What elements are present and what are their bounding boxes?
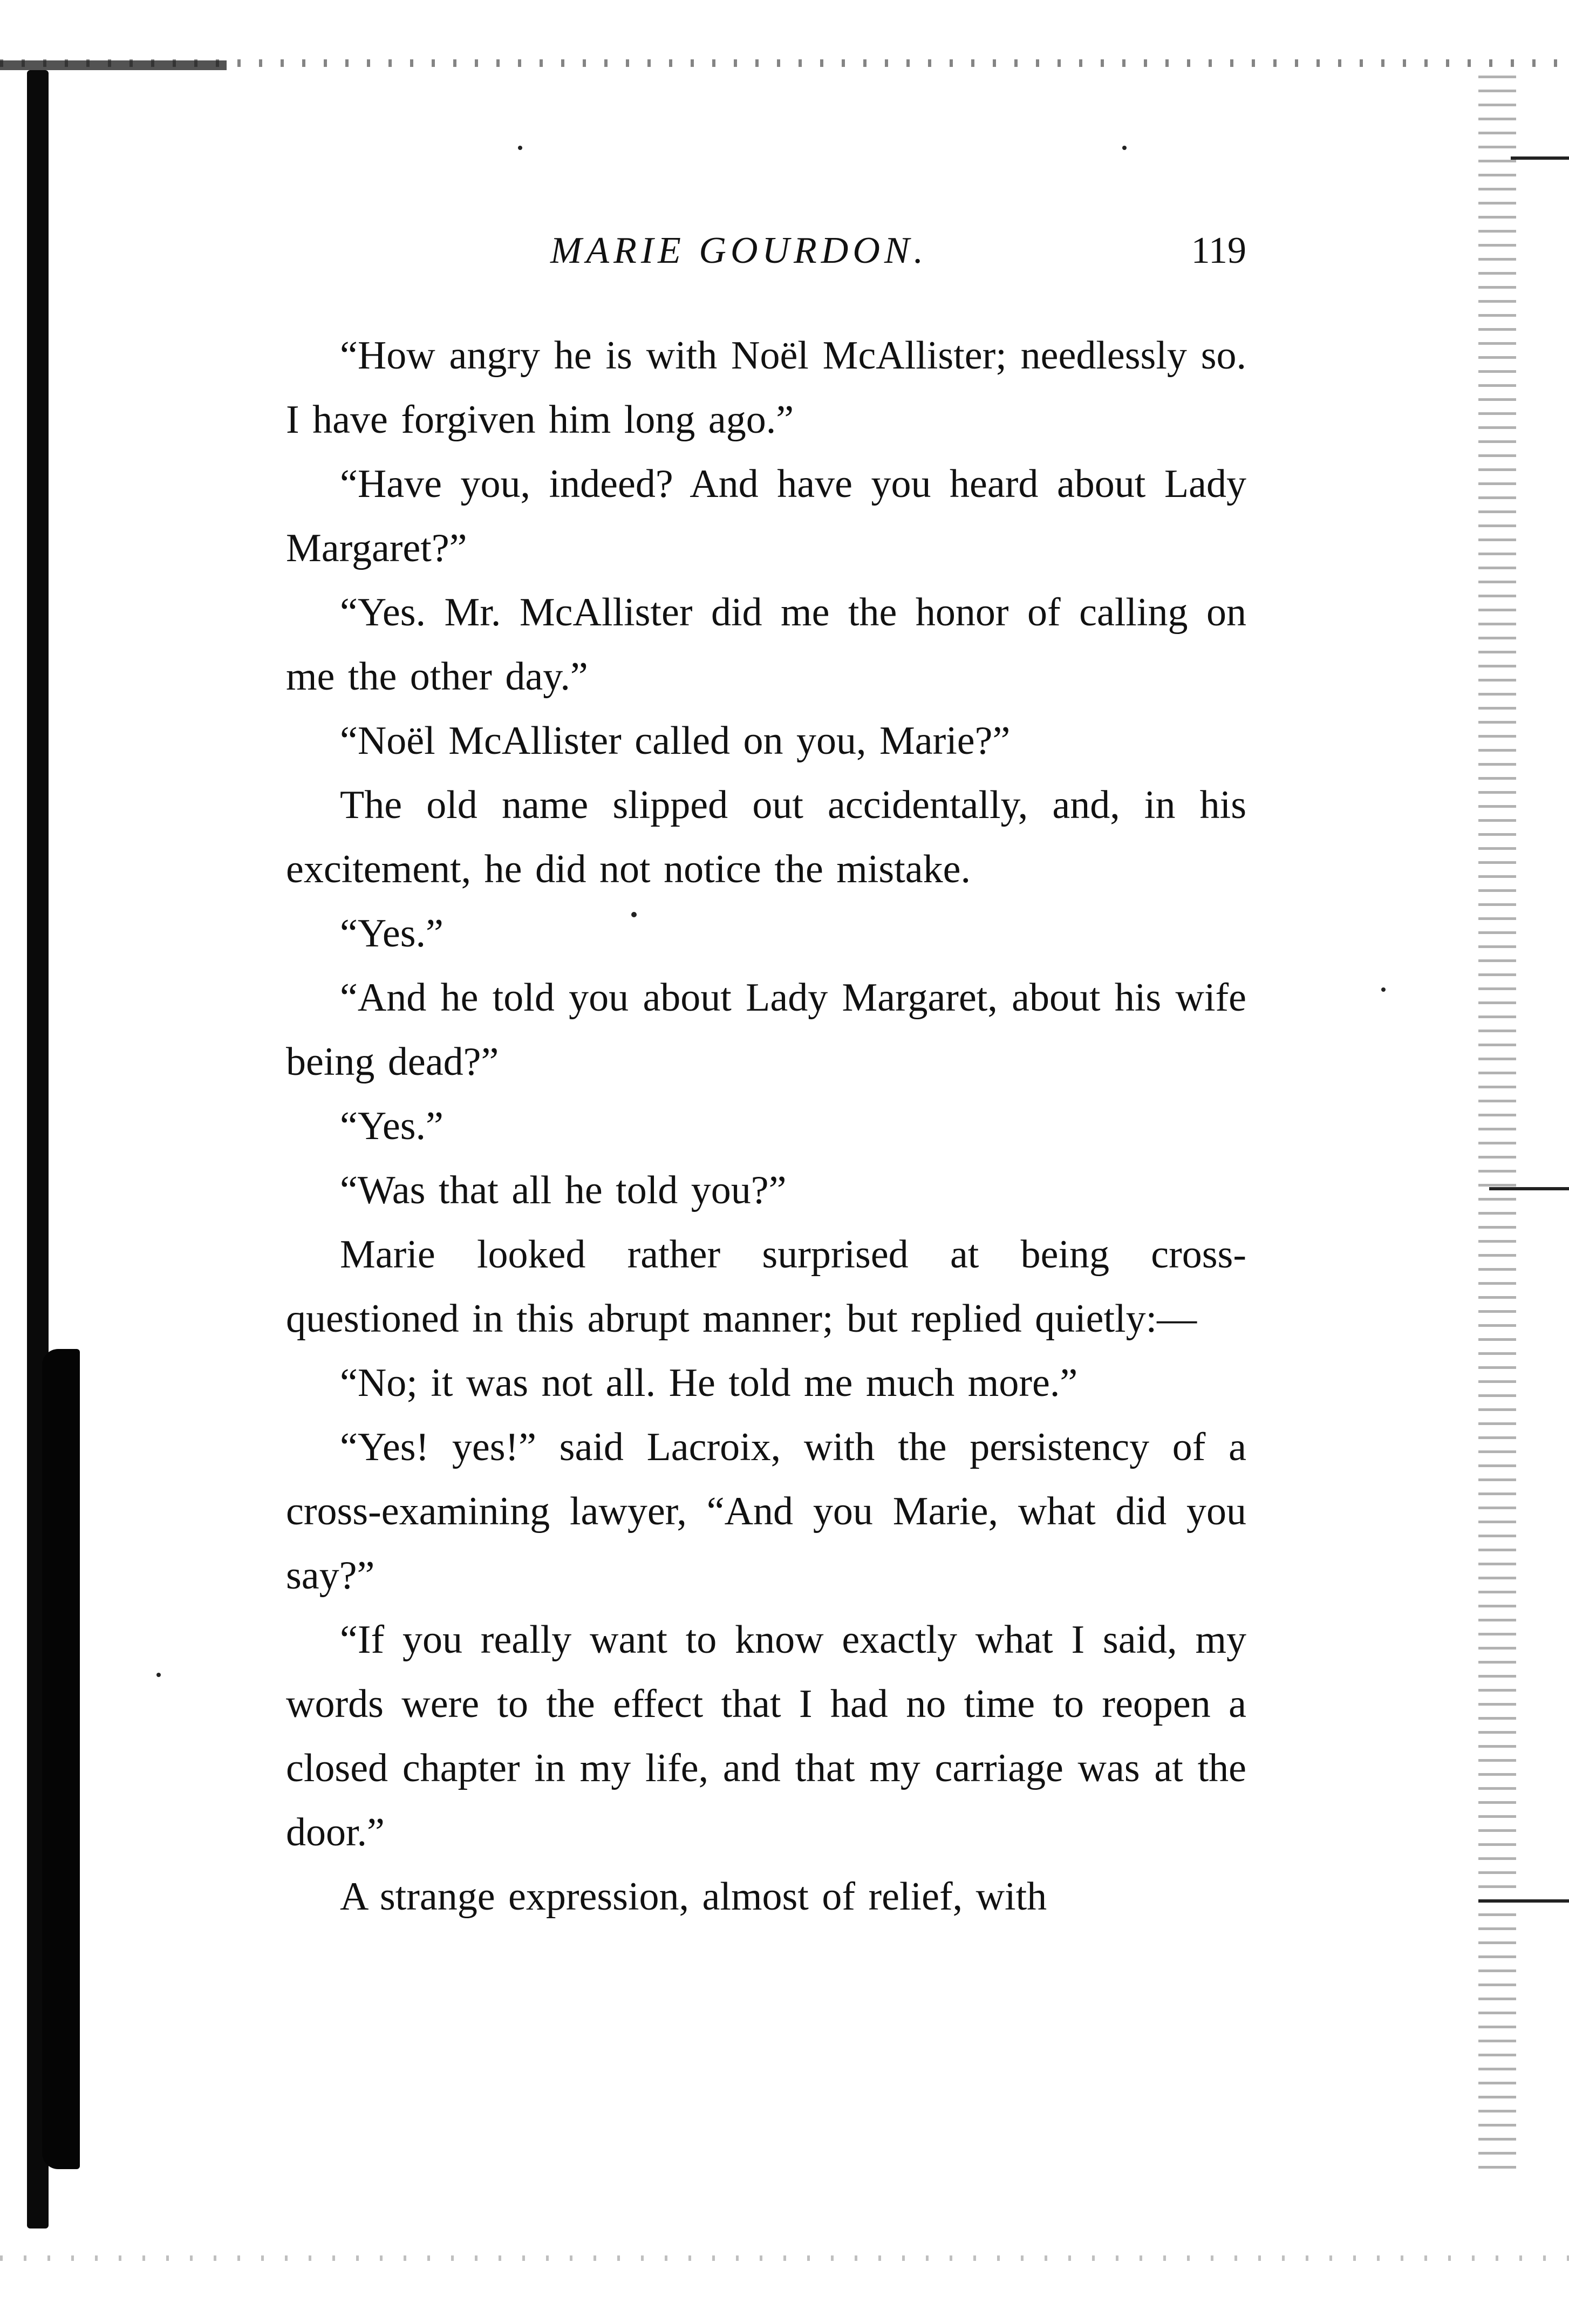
paragraph: “And he told you about Lady Margaret, about his wife being dead?” xyxy=(286,976,1246,1084)
scan-top-edge xyxy=(0,59,1569,67)
paragraph: “Yes! yes!” said Lacroix, with the persistency of a cross-examining lawyer, “And you Marie, what did you say?” xyxy=(286,1425,1246,1598)
scan-bottom-edge xyxy=(0,2255,1569,2261)
paragraph: “Yes.” xyxy=(340,911,444,956)
paragraph: “Yes.” xyxy=(340,1104,444,1148)
scan-edge-mark xyxy=(1489,1187,1569,1190)
page-header xyxy=(286,232,1246,291)
paragraph: “Was that all he told you?” xyxy=(340,1168,787,1212)
paragraph: “Have you, indeed? And have you heard about Lady Margaret?” xyxy=(286,462,1246,570)
paragraph: “No; it was not all. He told me much more.” xyxy=(340,1361,1078,1405)
ink-speck xyxy=(1381,987,1386,992)
paragraph: “Noël McAllister called on you, Marie?” xyxy=(340,719,1011,763)
page-number: 119 xyxy=(1191,230,1246,271)
paragraph: “Yes. Mr. McAllister did me the honor of calling on me the other day.” xyxy=(286,590,1246,699)
ink-speck xyxy=(1122,146,1127,150)
running-title: MARIE GOURDON. xyxy=(550,230,928,271)
book-page xyxy=(286,232,1246,1929)
scan-edge-mark xyxy=(1478,1899,1569,1903)
scan-edge-mark xyxy=(1511,156,1569,160)
paragraph: The old name slipped out accidentally, and, in his excitement, he did not notice the mistake. xyxy=(286,783,1246,891)
paragraph: A strange expression, almost of relief, with xyxy=(340,1875,1047,1919)
ink-speck xyxy=(156,1673,161,1677)
scan-top-edge-shadow xyxy=(0,60,227,70)
scan-right-edge xyxy=(1478,76,1516,2169)
text-body xyxy=(286,324,1246,1929)
paragraph: Marie looked rather surprised at being cross-questioned in this abrupt manner; but replied quietly:— xyxy=(286,1232,1246,1341)
paragraph: “How angry he is with Noël McAllister; needlessly so. I have forgiven him long ago.” xyxy=(286,333,1246,442)
ink-speck xyxy=(518,146,522,150)
binding-shadow-lower xyxy=(42,1349,80,2169)
paragraph: “If you really want to know exactly what I said, my words were to the effect that I had no time to reopen a closed chapter in my life, and that my carriage was at the door.” xyxy=(286,1618,1246,1855)
